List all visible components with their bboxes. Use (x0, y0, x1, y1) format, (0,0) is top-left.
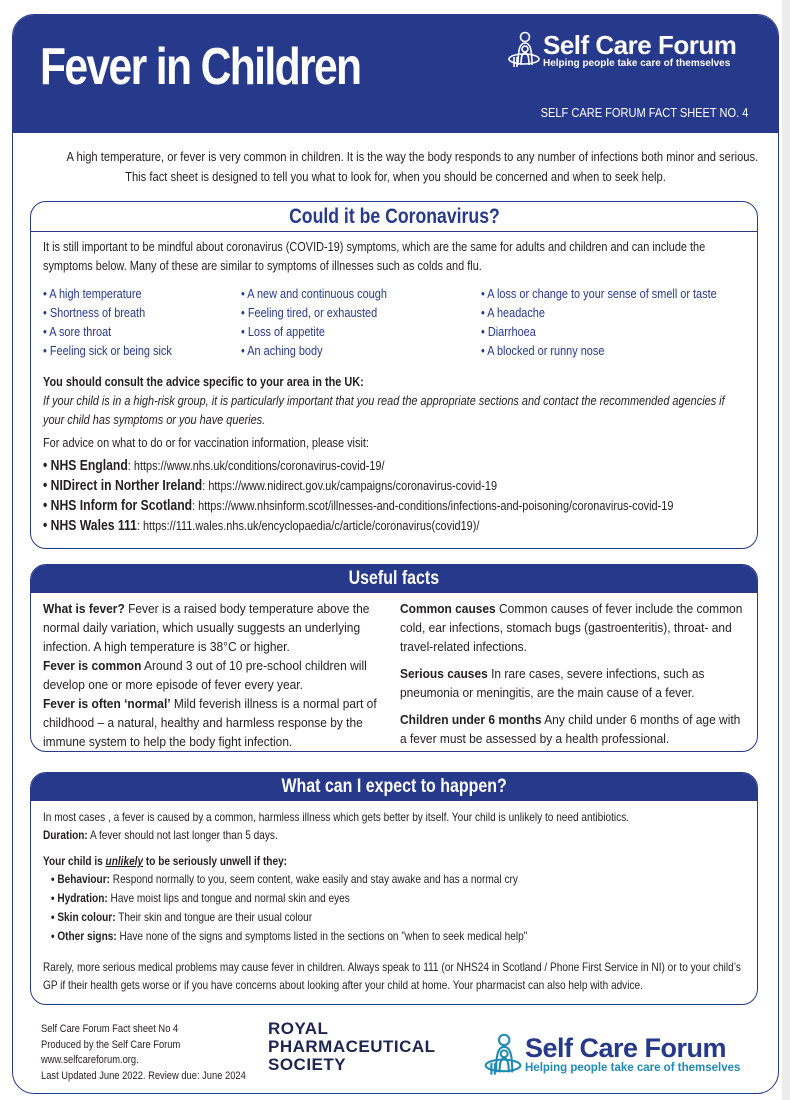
symptom-item: • A headache (481, 305, 545, 320)
fact-item: Children under 6 months Any child under 6 months of age with a fever must be assessed by a health professional. (399, 712, 741, 746)
intro-line-2: This fact sheet is designed to tell you what to look for, when you should be concerned and when to seek help. (125, 169, 666, 184)
fact-item: Fever is common Around 3 out of 10 pre-school children will develop one or more episode of fever every year. (43, 658, 367, 692)
symptom-item: • Loss of appetite (241, 324, 325, 339)
royal-pharmaceutical-society-logo: ROYAL PHARMACEUTICAL SOCIETY (268, 1019, 436, 1074)
duration-line: Duration: A fever should not last longer than 5 days. (43, 828, 278, 842)
intro-line-1: A high temperature, or fever is very common in children. It is the way the body responds to any number of infections both minor and serious. (66, 149, 759, 164)
self-care-forum-logo (507, 31, 736, 69)
expect-line-1: In most cases , a fever is caused by a common, harmless illness which gets better by itself. Your child is unlikely to need antibiotics. (43, 810, 630, 824)
symptom-item: • Feeling tired, or exhausted (241, 305, 378, 320)
symptom-item: • A sore throat (43, 324, 112, 339)
fact-sheet-page (12, 14, 779, 1094)
fact-item: Common causes Common causes of fever include the common cold, ear infections, stomach bugs (gastroenteritis), throat- and travel-related infections. (399, 601, 743, 654)
facts-right-column (400, 599, 745, 752)
bullet-hydration: • Hydration: Have moist lips and tongue and normal skin and eyes (51, 891, 350, 905)
footer-logo-tagline: Helping people take care of themselves (525, 1062, 741, 1075)
fact-item: What is fever? Fever is a raised body temperature above the normal daily variation, which usually suggests an underlying infection. A high temperature is 38°C or higher. (43, 601, 370, 654)
useful-facts-section (30, 564, 758, 752)
footer-line: Produced by the Self Care Forum (41, 1038, 181, 1051)
logo-tagline: Helping people take care of themselves (543, 57, 731, 69)
symptom-item: • Diarrhoea (481, 324, 536, 339)
page-title: Fever in Children (40, 38, 361, 96)
symptom-item: • A high temperature (43, 286, 142, 301)
symptom-item: • An aching body (241, 343, 323, 358)
wellness-bullet-list (43, 870, 745, 946)
logo-name: Self Care Forum (543, 29, 737, 60)
useful-facts-heading: Useful facts (31, 565, 757, 593)
coronavirus-para-2: symptoms below. Many of these are similar to symptoms of illnesses such as colds and flu. (43, 258, 482, 273)
fact-item: Fever is often ‘normal’ Mild feverish illness is a normal part of childhood – a natural, healthy and harmless response by the immune system to help the body fight infection. (43, 696, 377, 749)
symptom-item: • A blocked or runny nose (481, 343, 605, 358)
footer-credits (41, 1022, 282, 1084)
self-care-forum-footer-logo (483, 1033, 740, 1077)
symptom-item: • Feeling sick or being sick (43, 343, 172, 358)
nidirect-link[interactable]: • NIDirect in Norther Ireland: https://www.nidirect.gov.uk/campaigns/coronavirus-covid-19 (43, 478, 498, 494)
bullet-skin-colour: • Skin colour: Their skin and tongue are their usual colour (51, 910, 313, 924)
nhs-links-list (43, 456, 745, 536)
fact-sheet-number: SELF CARE FORUM FACT SHEET NO. 4 (540, 105, 748, 120)
facts-left-column (43, 599, 400, 752)
fact-item: Serious causes In rare cases, severe infections, such as pneumonia or meningitis, are the main cause of a fever. (399, 666, 705, 700)
footer-line: Self Care Forum Fact sheet No 4 (41, 1023, 179, 1035)
coronavirus-section (30, 201, 758, 549)
coronavirus-heading: Could it be Coronavirus? (31, 202, 757, 232)
what-to-expect-heading: What can I expect to happen? (31, 773, 757, 801)
nhs-england-link[interactable]: • NHS England: https://www.nhs.uk/conditions/coronavirus-covid-19/ (43, 458, 385, 474)
symptom-item: • Shortness of breath (43, 305, 146, 320)
symptom-item: • A new and continuous cough (241, 286, 387, 301)
rarely-line-1: Rarely, more serious medical problems may cause fever in children. Always speak to 111 (or NHS24 in Scotland / Phone First Service in NI) or to your child’s (43, 960, 741, 974)
consult-italic-2: your child has symptoms or you have queries. (43, 412, 266, 427)
advice-line: For advice on what to do or for vaccination information, please visit: (43, 435, 369, 450)
what-to-expect-section (30, 772, 758, 1005)
header-banner (13, 15, 778, 133)
bullet-behaviour: • Behaviour: Respond normally to you, seem content, wake easily and stay awake and has a normal cry (51, 872, 518, 886)
symptom-item: • A loss or change to your sense of smell or taste (481, 286, 717, 301)
footer-logo-name: Self Care Forum (525, 1033, 727, 1064)
unlikely-heading: Your child is unlikely to be seriously unwell if they: (43, 854, 288, 868)
family-figure-icon (483, 1033, 523, 1077)
coronavirus-para-1: It is still important to be mindful about coronavirus (COVID-19) symptoms, which are the same for adults and children and can include the (43, 239, 706, 254)
bullet-other-signs: • Other signs: Have none of the signs and symptoms listed in the sections on "when to seek medical help" (51, 929, 528, 943)
footer-line: Last Updated June 2022. Review due: June 2024 (41, 1069, 246, 1082)
symptom-list (43, 284, 745, 360)
family-figure-icon (507, 31, 541, 69)
consult-heading: You should consult the advice specific to your area in the UK: (43, 374, 364, 389)
scrollbar-strip (782, 0, 790, 1100)
rarely-line-2: GP if their health gets worse or if you have concerns about looking after your child at home. Your pharmacist can also help with advice. (43, 978, 643, 992)
nhs-wales-link[interactable]: • NHS Wales 111: https://111.wales.nhs.uk/encyclopaedia/c/article/coronavirus(covid19)/ (43, 518, 480, 534)
intro-text (13, 147, 778, 187)
nhs-inform-scotland-link[interactable]: • NHS Inform for Scotland: https://www.nhsinform.scot/illnesses-and-conditions/infections-and-poisoning/coronavirus-covid-19 (43, 498, 674, 514)
consult-italic-1: If your child is in a high-risk group, it is particularly important that you read the appropriate sections and contact the recommended agencies if (43, 393, 725, 408)
footer-website-link[interactable]: www.selfcareforum.org. (41, 1054, 139, 1066)
